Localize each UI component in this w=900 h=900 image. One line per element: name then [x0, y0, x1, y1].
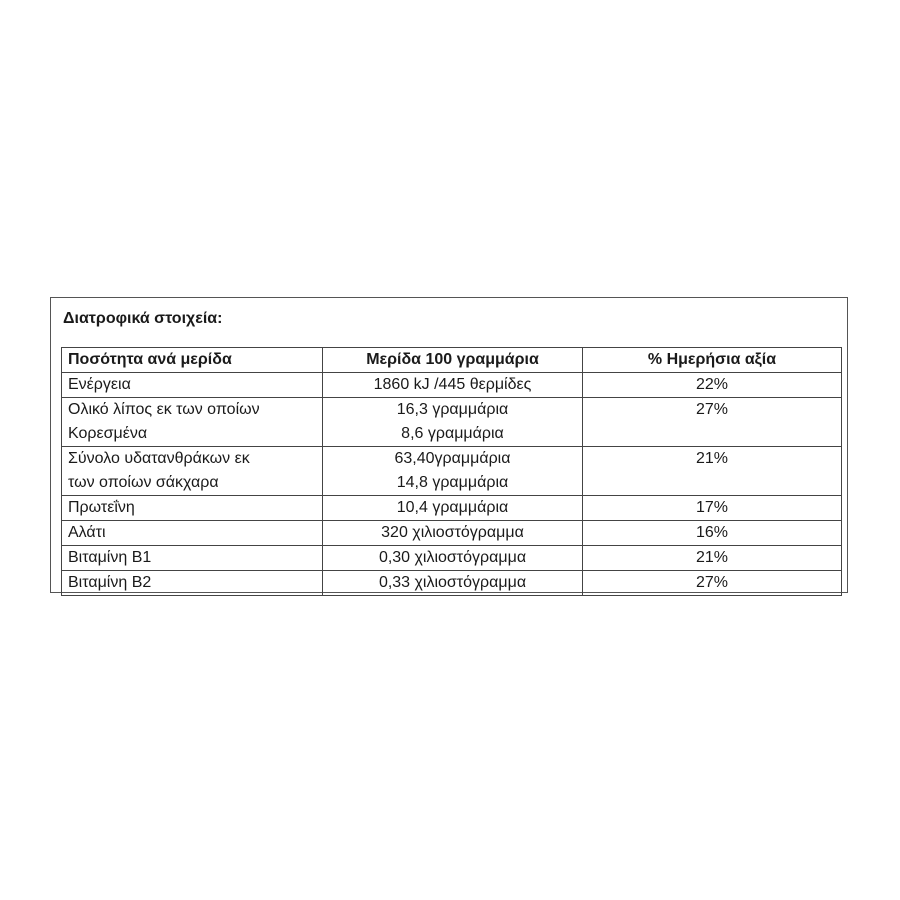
nutrient-amount — [323, 521, 583, 546]
table-row — [62, 447, 842, 496]
nutrient-amount — [323, 496, 583, 521]
nutrient-name — [62, 447, 323, 496]
nutrient-name-line: Ενέργεια — [68, 376, 131, 393]
nutrient-name — [62, 521, 323, 546]
table-row — [62, 373, 842, 398]
column-header-serving: Μερίδα 100 γραμμάρια — [323, 348, 583, 373]
nutrient-amount-line: 16,3 γραμμάρια — [396, 401, 509, 418]
nutrient-name-line: Βιταμίνη B1 — [68, 549, 152, 566]
daily-value: 22% — [583, 373, 842, 398]
nutrient-name — [62, 373, 323, 398]
nutrient-name-line: Αλάτι — [68, 524, 106, 541]
nutrient-amount-line: 320 χιλιοστόγραμμα — [381, 524, 524, 541]
column-header-quantity: Ποσότητα ανά μερίδα — [62, 348, 323, 373]
daily-value: 16% — [583, 521, 842, 546]
nutrient-amount-line: 0,30 χιλιοστόγραμμα — [378, 549, 527, 566]
nutrient-name — [62, 496, 323, 521]
nutrient-amount — [323, 447, 583, 496]
daily-value: 27% — [583, 571, 842, 596]
daily-value: 27% — [583, 398, 842, 447]
table-row — [62, 571, 842, 596]
nutrient-amount-line: 14,8 γραμμάρια — [396, 474, 509, 491]
nutrient-name-line: Σύνολο υδατανθράκων εκ — [68, 450, 250, 467]
nutrient-name — [62, 546, 323, 571]
panel-title: Διατροφικά στοιχεία: — [63, 310, 223, 327]
nutrient-amount-line: 8,6 γραμμάρια — [401, 425, 504, 442]
nutrient-name — [62, 398, 323, 447]
nutrient-amount-line: 63,40γραμμάρια — [394, 450, 511, 467]
table-row — [62, 521, 842, 546]
nutrition-panel — [50, 297, 848, 593]
nutrient-name-line: Βιταμίνη B2 — [68, 574, 152, 591]
nutrient-name-line: Ολικό λίπος εκ των οποίων — [68, 401, 260, 418]
daily-value: 21% — [583, 546, 842, 571]
daily-value: 21% — [583, 447, 842, 496]
table-row — [62, 496, 842, 521]
nutrient-amount-line: 10,4 γραμμάρια — [396, 499, 509, 516]
nutrient-amount — [323, 571, 583, 596]
column-header-daily-value: % Ημερήσια αξία — [583, 348, 842, 373]
daily-value: 17% — [583, 496, 842, 521]
nutrient-name — [62, 571, 323, 596]
nutrient-amount — [323, 398, 583, 447]
nutrient-amount — [323, 373, 583, 398]
table-row — [62, 546, 842, 571]
nutrient-name-line: Πρωτεΐνη — [68, 499, 135, 516]
nutrient-amount — [323, 546, 583, 571]
nutrient-amount-line: 0,33 χιλιοστόγραμμα — [378, 574, 527, 591]
nutrient-amount-line: 1860 kJ /445 θερμίδες — [373, 376, 532, 393]
nutrient-name-line: των οποίων σάκχαρα — [68, 474, 219, 491]
table-row — [62, 398, 842, 447]
nutrition-table — [61, 347, 842, 596]
nutrient-name-line: Κορεσμένα — [68, 425, 148, 442]
table-header-row — [62, 348, 842, 373]
